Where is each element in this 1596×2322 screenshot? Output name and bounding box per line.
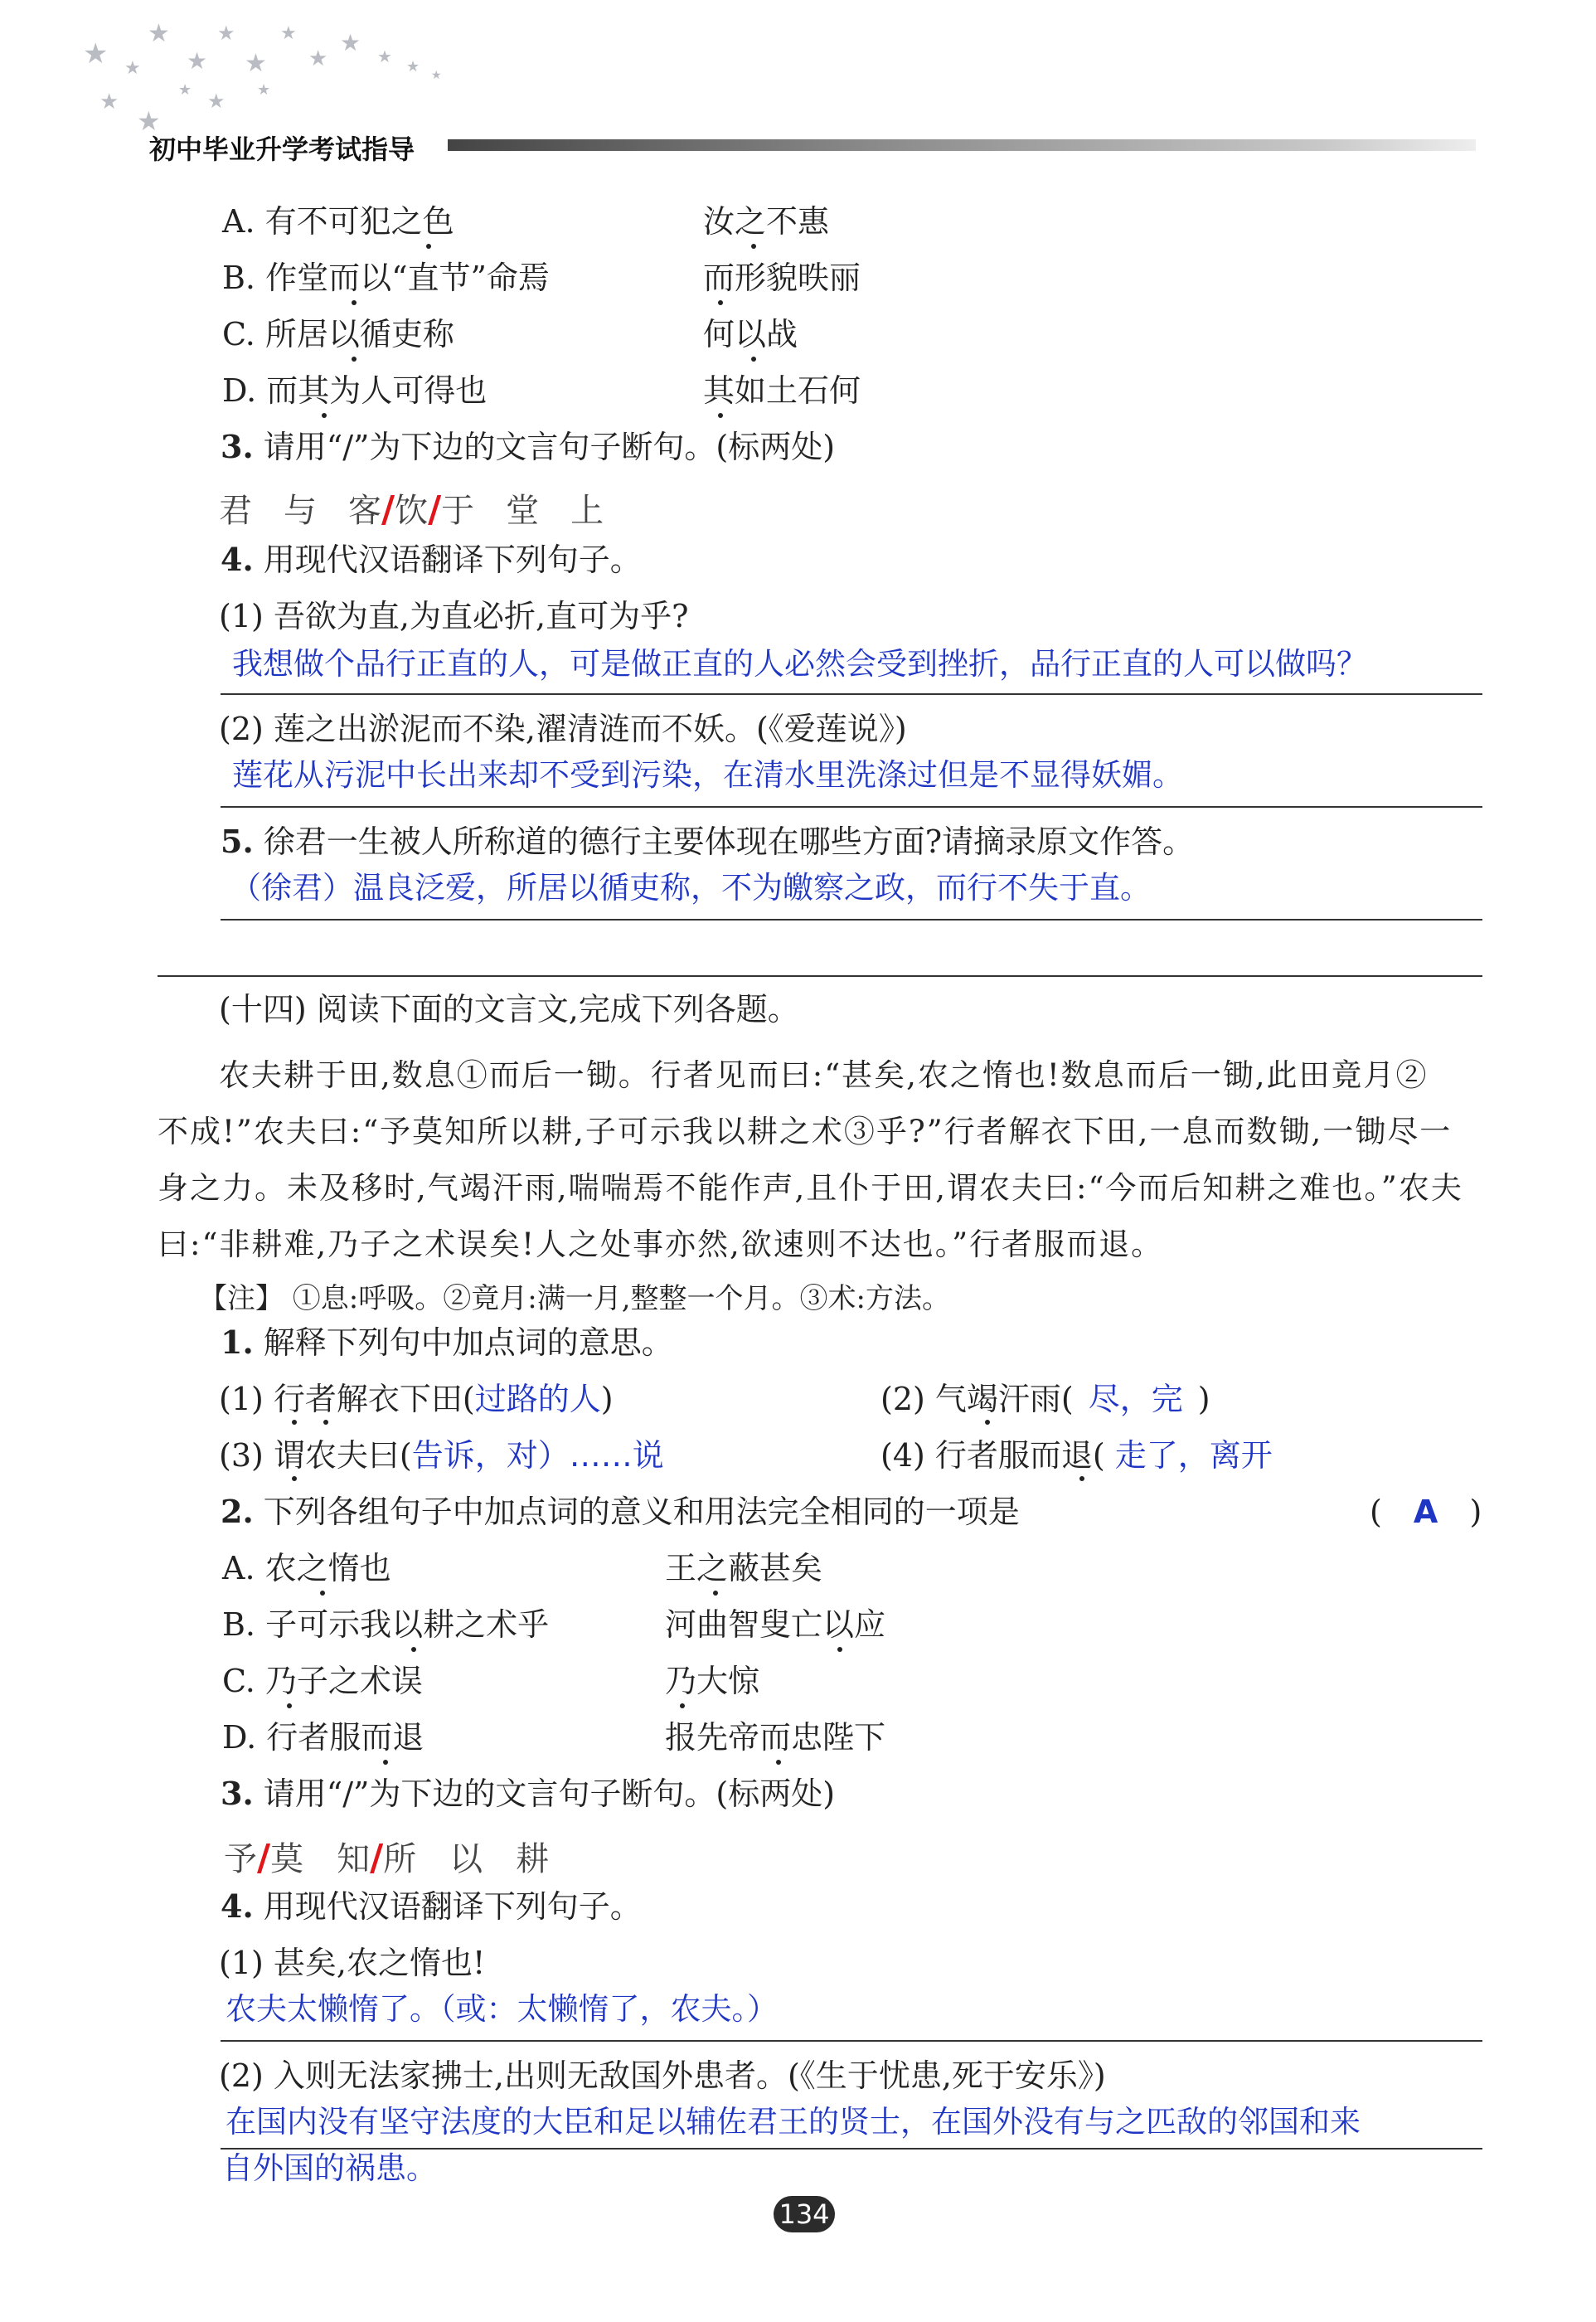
emphasis-dot (292, 1420, 297, 1425)
option-b-right: 而形貌昳丽 (703, 260, 861, 296)
q2-option-d-left: D. 行者服而退 (222, 1719, 424, 1756)
answer-line (158, 975, 1482, 977)
q2-option-b-left: B. 子可示我以耕之术乎 (222, 1606, 550, 1643)
translate-item-1: (1) 吾欲为直,为直必折,直可为乎? (219, 598, 689, 634)
translate-answer-b1: 农夫太懒惰了。（或：太懒惰了，农夫。） (226, 1991, 778, 2027)
emphasis-dot (292, 1476, 297, 1481)
translate-answer-b2-line1: 在国内没有坚守法度的大臣和足以辅佐君王的贤士，在国外没有与之匹敌的邻国和来 (226, 2104, 1361, 2140)
question-3 (221, 428, 836, 465)
question-4: 4. 用现代汉语翻译下列句子。 (221, 541, 642, 578)
emphasis-dot (718, 413, 723, 418)
emphasis-dot (713, 1591, 718, 1596)
question-1: 1. 解释下列句中加点词的意思。 (221, 1324, 673, 1361)
option-a-right: 汝之不惠 (703, 203, 830, 240)
header-title: 初中毕业升学考试指导 (149, 134, 415, 165)
emphasis-dot (323, 1420, 328, 1425)
emphasis-dot (352, 357, 357, 362)
emphasis-dot (1079, 1476, 1084, 1481)
question-text: 请用“/”为下边的文言句子断句。(标两处) (263, 429, 836, 465)
translate-answer-b2-line2: 自外国的祸患。 (222, 2150, 437, 2186)
emphasis-dot (751, 357, 756, 362)
q2-option-c-right: 乃大惊 (665, 1663, 760, 1699)
vocab-answer-1: 过路的人 (474, 1381, 601, 1417)
option-c-left: C. 所居以循吏称 (222, 316, 454, 352)
question-5: 5. 徐君一生被人所称道的德行主要体现在哪些方面?请摘录原文作答。 (221, 823, 1195, 860)
question-4b: 4. 用现代汉语翻译下列句子。 (221, 1887, 642, 1925)
answer-line (221, 806, 1482, 808)
emphasis-dot (383, 1760, 388, 1765)
answer-line (221, 2148, 1482, 2150)
answer-line (221, 919, 1482, 921)
emphasis-dot (718, 300, 723, 305)
vocab-item-4: (4) 行者服而退( 走了，离开 (880, 1437, 1273, 1474)
question-5-answer: （徐君）温良泛爱，所居以循吏称，不为皦察之政，而行不失于直。 (230, 870, 1151, 906)
passage-line-2: 不成!”农夫曰:“予莫知所以耕,子可示我以耕之术③乎?”行者解衣下田,一息而数锄,一锄尽一 (158, 1114, 1453, 1149)
emphasis-dot (751, 244, 756, 249)
emphasis-dot (776, 1760, 781, 1765)
vocab-answer-4: 走了，离开 (1114, 1437, 1273, 1474)
translate-answer-2: 莲花从污泥中长出来却不受到污染，在清水里洗涤过但是不显得妖媚。 (232, 757, 1183, 793)
emphasis-dot (320, 1591, 325, 1596)
q2-option-a-left: A. 农之惰也 (222, 1550, 391, 1586)
option-d-left: D. 而其为人可得也 (222, 372, 488, 409)
translate-item-b1: (1) 甚矣,农之惰也! (219, 1945, 486, 1981)
answer-line (221, 693, 1482, 695)
vocab-answer-2: 尽，完 (1088, 1381, 1183, 1417)
q2-option-a-right: 王之蔽甚矣 (665, 1550, 823, 1586)
question-3b: 3. 请用“/”为下边的文言句子断句。(标两处) (221, 1775, 836, 1812)
vocab-item-1: (1) 行者解衣下田(过路的人) (219, 1381, 614, 1417)
emphasis-dot (985, 1420, 990, 1425)
vocab-item-3: (3) 谓农夫曰(告诉，对）……说 (219, 1437, 664, 1474)
section-heading: (十四) 阅读下面的文言文,完成下列各题。 (219, 991, 799, 1027)
emphasis-dot (426, 244, 431, 249)
passage-line-3: 身之力。未及移时,气竭汗雨,喘喘焉不能作声,且仆于田,谓农夫曰:“今而后知耕之难也。”农夫 (158, 1170, 1463, 1206)
sentence-punctuation-answer-b: 予/莫 知/所 以 耕 (224, 1837, 550, 1879)
option-b-left: B. 作堂而以“直节”命焉 (222, 260, 550, 296)
emphasis-dot (680, 1703, 685, 1708)
question-2-answer-box: ( A ) (1370, 1494, 1482, 1530)
answer-line (221, 2040, 1482, 2042)
q2-option-b-right: 河曲智叟亡以应 (665, 1606, 886, 1643)
passage-line-1: 农夫耕于田,数息①而后一锄。行者见而曰:“甚矣,农之惰也!数息而后一锄,此田竟月② (219, 1057, 1429, 1093)
footnote: 【注】 ①息:呼吸。②竟月:满一月,整整一个月。③术:方法。 (199, 1282, 950, 1315)
emphasis-dot (352, 300, 357, 305)
header-bar (448, 139, 1476, 151)
q2-option-c-left: C. 乃子之术误 (222, 1663, 423, 1699)
translate-item-b2: (2) 入则无法家拂士,出则无敌国外患者。(《生于忧患,死于安乐》) (219, 2057, 1106, 2094)
option-d-right: 其如土石何 (703, 372, 861, 409)
question-number: 3. (221, 428, 254, 465)
translate-item-2: (2) 莲之出淤泥而不染,濯清涟而不妖。(《爱莲说》) (219, 711, 907, 747)
translate-answer-1: 我想做个品行正直的人，可是做正直的人必然会受到挫折，品行正直的人可以做吗？ (232, 646, 1367, 682)
vocab-item-2: (2) 气竭汗雨( 尽，完 ) (880, 1381, 1210, 1417)
passage-line-4: 曰:“非耕难,乃子之术误矣!人之处事亦然,欲速则不达也。”行者服而退。 (158, 1227, 1164, 1262)
question-2: 2. 下列各组句子中加点词的意义和用法完全相同的一项是 (221, 1493, 1020, 1530)
emphasis-dot (322, 413, 327, 418)
emphasis-dot (837, 1647, 842, 1652)
sentence-punctuation-answer: 君 与 客/饮/于 堂 上 (219, 488, 604, 531)
option-a-left: A. 有不可犯之色 (222, 203, 454, 240)
question-2-answer: A (1413, 1494, 1438, 1530)
emphasis-dot (287, 1703, 292, 1708)
vocab-answer-3: 告诉，对）……说 (411, 1437, 664, 1474)
page-number: 134 (774, 2196, 835, 2232)
emphasis-dot (411, 1647, 416, 1652)
q2-option-d-right: 报先帝而忠陛下 (665, 1719, 886, 1756)
option-c-right: 何以战 (703, 316, 798, 352)
